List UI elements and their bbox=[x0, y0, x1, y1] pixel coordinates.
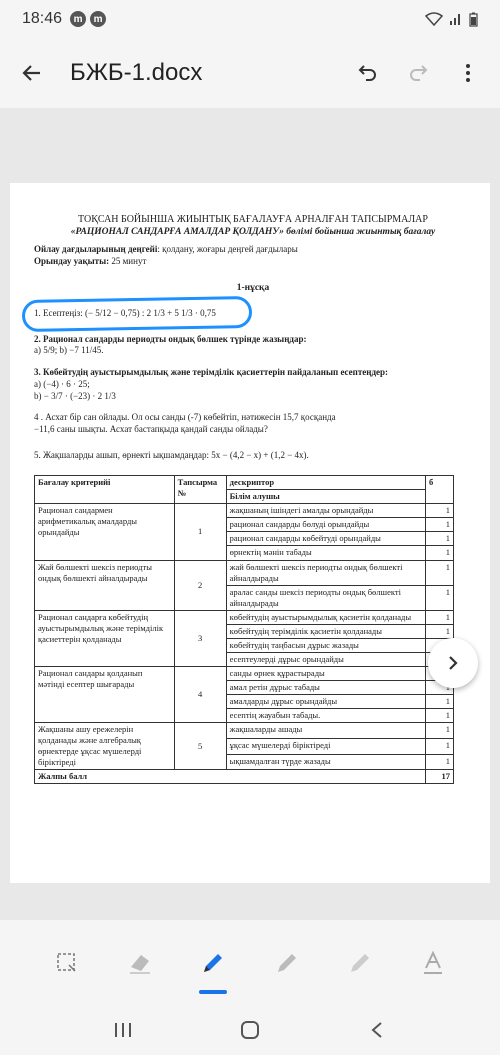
time-label: Орындау уақыты: bbox=[34, 256, 110, 267]
points-cell: 1 bbox=[426, 695, 454, 709]
system-nav-bar bbox=[0, 1005, 500, 1055]
home-icon bbox=[239, 1019, 261, 1041]
skills-value: : қолдану, жоғары деңгей дағдылары bbox=[157, 244, 298, 255]
task-3-a: а) (−4) · 6 · 25; bbox=[34, 378, 90, 389]
app-notification-icon: m bbox=[90, 11, 106, 27]
criteria-cell: Рационал сандары қолданып мәтінді есептер шығарады bbox=[35, 666, 175, 722]
select-tool[interactable] bbox=[47, 938, 87, 988]
document-title: БЖБ-1.docx bbox=[70, 59, 203, 86]
points-cell: 1 bbox=[426, 532, 454, 546]
app-bar-actions bbox=[350, 55, 486, 91]
task-number-cell: 2 bbox=[174, 560, 226, 610]
variant-label: 1-нұсқа bbox=[236, 282, 270, 293]
descriptor-cell: көбейтудің таңбасын дұрыс жазады bbox=[226, 638, 425, 652]
arrow-left-icon bbox=[21, 62, 43, 84]
task-number-cell: 3 bbox=[174, 610, 226, 666]
annotation-toolbar bbox=[0, 920, 500, 1005]
header-task: Тапсырма № bbox=[174, 476, 226, 504]
header-points: б bbox=[426, 476, 454, 504]
table-row bbox=[35, 723, 454, 739]
task-2-title: 2. Рационал сандарды периодты ондық бөлшек түрінде жазыңдар: bbox=[34, 333, 307, 344]
signal-icon bbox=[449, 12, 463, 26]
descriptor-cell: жақшаларды ашады bbox=[226, 723, 425, 739]
table-row bbox=[35, 666, 454, 680]
wifi-icon bbox=[425, 12, 443, 26]
document-viewer[interactable] bbox=[0, 108, 500, 920]
chevron-left-icon bbox=[369, 1021, 385, 1039]
pencil-tool[interactable] bbox=[267, 938, 307, 988]
active-tool-indicator bbox=[199, 990, 227, 994]
task-2-items: а) 5/9; b) −7 11/45. bbox=[34, 345, 104, 356]
descriptor-cell: санды өрнек құрастырады bbox=[226, 666, 425, 680]
descriptor-cell: ықшамдалған түрде жазады bbox=[226, 754, 425, 770]
task-3-b: b) − 3/7 · (−23) · 2 1/3 bbox=[34, 390, 116, 401]
descriptor-cell: аралас санды шексіз периодты ондық бөлшекті айналдырады bbox=[226, 585, 425, 610]
descriptor-cell: жай бөлшекті шексіз периодты ондық бөлшекті айналдырады bbox=[226, 560, 425, 585]
task-1 bbox=[34, 304, 472, 324]
criteria-cell: Рационал сандарға көбейтудің ауыстырымдылық және терімділік қасиеттерін қолданады bbox=[35, 610, 175, 666]
descriptor-cell: амалдарды дұрыс орындайды bbox=[226, 695, 425, 709]
redo-button[interactable] bbox=[400, 55, 436, 91]
points-cell: 1 bbox=[426, 709, 454, 723]
task-4-line-2: −11,6 саны шықты. Асхат бастапқыда қандай санды ойлады? bbox=[34, 423, 268, 434]
points-cell: 1 bbox=[426, 624, 454, 638]
header-descriptor: дескриптор bbox=[226, 476, 425, 490]
points-cell: 1 bbox=[426, 518, 454, 532]
home-button[interactable] bbox=[230, 1010, 270, 1050]
descriptor-cell: жақшаның ішіндегі амалды орындайды bbox=[226, 504, 425, 518]
time-value: 25 минут bbox=[109, 256, 147, 267]
total-label: Жалпы балл bbox=[35, 770, 426, 784]
task-5-text: 5. Жақшаларды ашып, өрнекті ықшамдаңдар: 5x − (4,2 − x) + (1,2 − 4x). bbox=[34, 449, 309, 460]
criteria-cell: Жай бөлшекті шексіз периодты ондық бөлшекті айналдырады bbox=[35, 560, 175, 610]
status-bar bbox=[0, 0, 500, 38]
battery-icon bbox=[469, 12, 478, 27]
task-3 bbox=[34, 367, 472, 402]
status-indicators bbox=[425, 12, 478, 27]
highlight-annotation bbox=[22, 296, 252, 332]
skills-label: Ойлау дағдыларының деңгейі bbox=[34, 244, 158, 255]
task-3-title: 3. Көбейтудің ауыстырымдылық және терімділік қасиеттерін пайдаланып есептеңдер: bbox=[34, 367, 388, 378]
eraser-tool[interactable] bbox=[120, 938, 160, 988]
points-cell: 1 bbox=[426, 504, 454, 518]
document-subheading: «РАЦИОНАЛ САНДАРҒА АМАЛДАР ҚОЛДАНУ» бөлімі бойынша жиынтық бағалау bbox=[70, 227, 436, 237]
descriptor-cell: рационал сандарды көбейтуді орындайды bbox=[226, 532, 425, 546]
criteria-cell: Жақшаны ашу ережелерін қолданады және алгебралық өрнектерде ұқсас мүшелерді біріктіреді bbox=[35, 723, 175, 770]
descriptor-cell: есептеулерді дұрыс орындайды bbox=[226, 652, 425, 666]
document-page bbox=[10, 183, 490, 883]
task-4-line-1: 4 . Асхат бір сан ойлады. Ол осы санды (-7) көбейтіп, нәтижесін 15,7 қосқанда bbox=[34, 412, 336, 423]
grading-table bbox=[34, 475, 454, 784]
status-time: 18:46 bbox=[22, 10, 63, 27]
descriptor-cell: есептің жауабын табады. bbox=[226, 709, 425, 723]
descriptor-cell: ұқсас мүшелерді біріктіреді bbox=[226, 738, 425, 754]
total-row bbox=[35, 770, 454, 784]
text-tool[interactable] bbox=[413, 938, 453, 988]
points-cell: 1 bbox=[426, 546, 454, 560]
recent-apps-icon bbox=[113, 1021, 133, 1039]
descriptor-cell: көбейтудің терімділік қасиетін қолданады bbox=[226, 624, 425, 638]
table-header-row bbox=[35, 476, 454, 490]
points-cell: 1 bbox=[426, 610, 454, 624]
app-notification-icon: m bbox=[70, 11, 86, 27]
header-learner: Білім алушы bbox=[226, 490, 425, 504]
header-criteria: Бағалау критерийі bbox=[35, 476, 175, 504]
undo-icon bbox=[357, 62, 379, 84]
redo-icon bbox=[407, 62, 429, 84]
chevron-right-icon bbox=[445, 655, 461, 671]
descriptor-cell: көбейтудің ауыстырымдылық қасиетін қолданады bbox=[226, 610, 425, 624]
table-row bbox=[35, 610, 454, 624]
text-format-icon bbox=[421, 950, 445, 976]
highlighter-tool[interactable] bbox=[340, 938, 380, 988]
recent-apps-button[interactable] bbox=[103, 1010, 143, 1050]
criteria-cell: Рационал сандармен арифметикалық амалдарды орындайды bbox=[35, 504, 175, 560]
undo-button[interactable] bbox=[350, 55, 386, 91]
back-button[interactable] bbox=[12, 53, 52, 93]
points-cell: 1 bbox=[426, 585, 454, 610]
descriptor-cell: өрнектің мәнін табады bbox=[226, 546, 425, 560]
table-row bbox=[35, 560, 454, 585]
eraser-icon bbox=[127, 951, 153, 975]
highlighter-icon bbox=[347, 950, 373, 976]
points-cell: 1 bbox=[426, 560, 454, 585]
task-1-text: 1. Есептеңіз: (− 5/12 − 0,75) : 2 1/3 + 5 1/3 · 0,75 bbox=[34, 308, 216, 319]
total-value: 17 bbox=[426, 770, 454, 784]
more-options-button[interactable] bbox=[450, 55, 486, 91]
descriptor-cell: амал ретін дұрыс табады bbox=[226, 680, 425, 694]
points-cell: 1 bbox=[426, 723, 454, 739]
lasso-select-icon bbox=[55, 951, 79, 975]
next-page-button[interactable] bbox=[428, 638, 478, 688]
points-cell: 1 bbox=[426, 754, 454, 770]
task-number-cell: 5 bbox=[174, 723, 226, 770]
app-bar bbox=[0, 38, 500, 108]
pencil-icon bbox=[274, 950, 300, 976]
skills-line bbox=[34, 244, 472, 256]
more-vert-icon bbox=[464, 62, 472, 84]
task-number-cell: 1 bbox=[174, 504, 226, 560]
pen-icon bbox=[200, 950, 226, 976]
document-heading: ТОҚСАН БОЙЫНША ЖИЫНТЫҚ БАҒАЛАУҒА АРНАЛҒАН ТАПСЫРМАЛАР bbox=[78, 214, 428, 225]
system-back-button[interactable] bbox=[357, 1010, 397, 1050]
task-1-highlight bbox=[28, 304, 238, 324]
descriptor-cell: рационал сандарды бөлуді орындайды bbox=[226, 518, 425, 532]
pen-tool[interactable] bbox=[193, 938, 233, 988]
task-2 bbox=[34, 334, 472, 357]
task-number-cell: 4 bbox=[174, 666, 226, 722]
table-row bbox=[35, 504, 454, 518]
time-line bbox=[34, 256, 472, 268]
task-4 bbox=[34, 412, 472, 435]
task-5 bbox=[34, 450, 472, 462]
points-cell: 1 bbox=[426, 738, 454, 754]
